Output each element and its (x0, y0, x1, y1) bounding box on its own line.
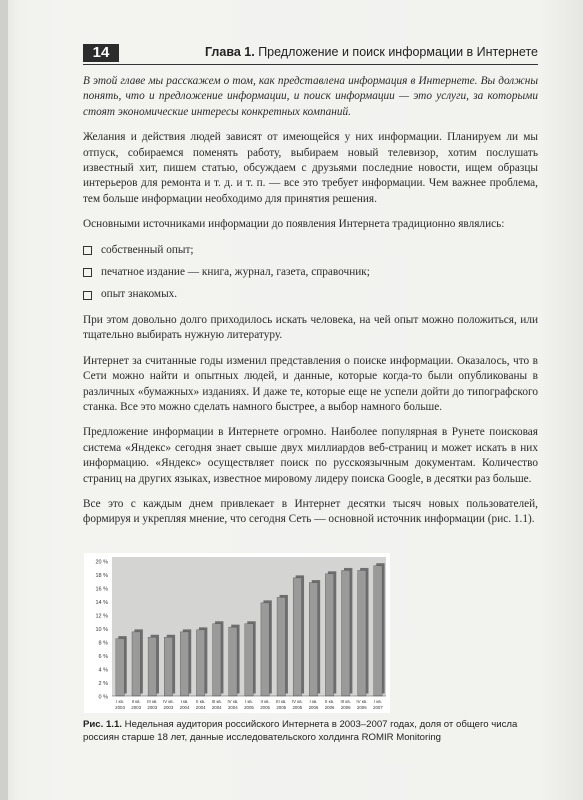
bar (325, 574, 333, 696)
checkbox-bullet-icon (83, 291, 92, 300)
y-tick-label: 10 % (95, 627, 108, 633)
x-tick-quarter-label: III кв. (211, 699, 222, 704)
x-tick-quarter-label: I кв. (245, 699, 253, 704)
y-tick-label: 16 % (95, 586, 108, 593)
bar (342, 570, 350, 696)
checkbox-bullet-icon (83, 268, 92, 277)
list-item (83, 287, 538, 302)
x-tick-year-label: 2006 (308, 705, 319, 710)
bar (229, 627, 237, 696)
bar-chart (84, 553, 390, 713)
x-tick-year-label: 2007 (373, 705, 383, 710)
list-item-text: печатное издание — книга, журнал, газета, справочник; (101, 266, 370, 279)
x-tick-year-label: 2006 (356, 705, 367, 710)
list-item-text: собственный опыт; (101, 243, 194, 256)
y-tick-label: 4 % (98, 667, 108, 674)
page-header (83, 42, 538, 65)
x-tick-quarter-label: I кв. (180, 699, 189, 704)
checkbox-bullet-icon (83, 246, 92, 255)
bar (132, 632, 140, 696)
figure-caption-text: Недельная аудитория российского Интернета в 2003–2007 годах, доля от общего числа россиян старше 18 лет, данные исследовательского холдинга ROMIR Monitoring (83, 719, 518, 743)
x-tick-quarter-label: I кв. (309, 699, 318, 704)
bar (148, 637, 156, 696)
bar (196, 630, 204, 696)
x-tick-quarter-label: II кв. (325, 699, 335, 704)
paragraph-2: Основными источниками информации до появления Интернета традиционно являлись: (83, 218, 505, 231)
y-tick-label: 12 % (95, 613, 108, 620)
chapter-heading (205, 45, 538, 59)
x-tick-quarter-label: III кв. (276, 699, 287, 704)
list-item-text: опыт знакомых. (101, 288, 178, 301)
x-tick-year-label: 2003 (163, 705, 174, 710)
bar (245, 624, 253, 696)
bar (180, 632, 188, 696)
x-tick-year-label: 2003 (131, 705, 142, 710)
bar (261, 603, 269, 696)
page-spine-shadow (0, 0, 8, 800)
paragraph-5: Предложение информации в Интернете огромно. Наиболее популярная в Рунете поисковая система «Яндекс» сегодня знает свыше двух миллиардов веб-страниц и может искать в них информацию. «Яндекс» осуществляет поиск по русскоязычным документам. Количество страниц на других языках, известное мировому лидеру поиска Google, в десятки раз больше. (83, 426, 538, 485)
y-tick-label: 8 % (98, 640, 108, 647)
x-tick-quarter-label: IV кв. (162, 699, 174, 704)
x-tick-quarter-label: II кв. (131, 699, 141, 704)
x-tick-quarter-label: I кв. (116, 699, 125, 704)
bar (309, 583, 317, 696)
body-text (83, 74, 538, 538)
figure-1-1-chart (84, 553, 390, 713)
figure-caption (83, 718, 538, 744)
figure-label: Рис. 1.1. (83, 719, 122, 730)
bar (293, 578, 301, 696)
y-tick-label: 0 % (98, 694, 108, 701)
x-tick-year-label: 2005 (276, 705, 287, 710)
x-tick-year-label: 2005 (244, 705, 254, 710)
x-tick-quarter-label: I кв. (373, 699, 382, 704)
x-tick-year-label: 2004 (211, 705, 222, 710)
x-tick-year-label: 2005 (292, 705, 303, 710)
bar (374, 566, 382, 696)
y-tick-label: 20 % (95, 559, 108, 566)
x-tick-year-label: 2003 (115, 705, 125, 710)
list-item (83, 265, 538, 280)
bar (358, 570, 366, 696)
chapter-intro: В этой главе мы расскажем о том, как представлена информация в Интернете. Вы должны понять, что и предложение информации, и поиск информации — это услуги, за которыми стоят экономические интересы конкретных компаний. (83, 75, 538, 118)
paragraph-1: Желания и действия людей зависят от имеющейся у них информации. Планируем ли мы отпуск, собираемся поменять работу, выбираем новый телевизор, хотим послушать известный хит, пишем статью, обсуждаем с друзьями последние новости, ищем образцы интерьеров для ремонта и т. д. и т. п. — все это требует информации. Чем важнее проблема, тем больше информации необходимо для принятия решения. (83, 131, 538, 205)
bar (164, 637, 172, 696)
x-tick-quarter-label: II кв. (260, 699, 270, 704)
y-tick-label: 2 % (98, 681, 108, 687)
x-tick-year-label: 2005 (260, 705, 271, 710)
x-tick-year-label: 2006 (324, 705, 335, 710)
y-tick-label: 6 % (98, 654, 108, 660)
x-tick-quarter-label: II кв. (196, 699, 206, 704)
paragraph-4: Интернет за считанные годы изменил представления о поиске информации. Оказалось, что в Сети можно найти и опытных людей, и данные, которые когда-то были опубликованы в различных «бумажных» изданиях. И даже те, которые еще не успели дойти до типографского станка. Все это можно сделать намного быстрее, а выбор намного больше. (83, 354, 538, 413)
list-item (83, 243, 538, 258)
page-number: 14 (83, 44, 119, 62)
x-tick-quarter-label: III кв. (340, 699, 351, 704)
x-tick-year-label: 2006 (340, 705, 351, 710)
bar (277, 597, 285, 696)
x-tick-quarter-label: IV кв. (356, 699, 368, 704)
x-tick-quarter-label: III кв. (147, 699, 158, 704)
y-tick-label: 18 % (95, 573, 108, 579)
y-tick-label: 14 % (95, 600, 108, 606)
x-tick-year-label: 2004 (179, 705, 190, 710)
x-tick-year-label: 2004 (195, 705, 206, 710)
x-tick-quarter-label: IV кв. (291, 699, 303, 704)
chapter-title: Предложение и поиск информации в Интернете (258, 45, 538, 59)
x-tick-quarter-label: IV кв. (227, 699, 239, 704)
sources-list (83, 243, 538, 303)
paragraph-3: При этом довольно долго приходилось искать человека, на чей опыт можно положиться, или тщательно выбирать нужную литературу. (83, 313, 538, 342)
chapter-label: Глава 1. (204, 45, 255, 59)
x-tick-year-label: 2003 (147, 705, 158, 710)
x-tick-year-label: 2004 (227, 705, 238, 710)
paragraph-6: Все это с каждым днем привлекает в Интернет десятки тысяч новых пользователей, формируя и укрепляя мнение, что сегодня Сеть — основной источник информации (рис. 1.1). (83, 497, 538, 526)
bar (116, 639, 124, 696)
bar (213, 624, 221, 696)
